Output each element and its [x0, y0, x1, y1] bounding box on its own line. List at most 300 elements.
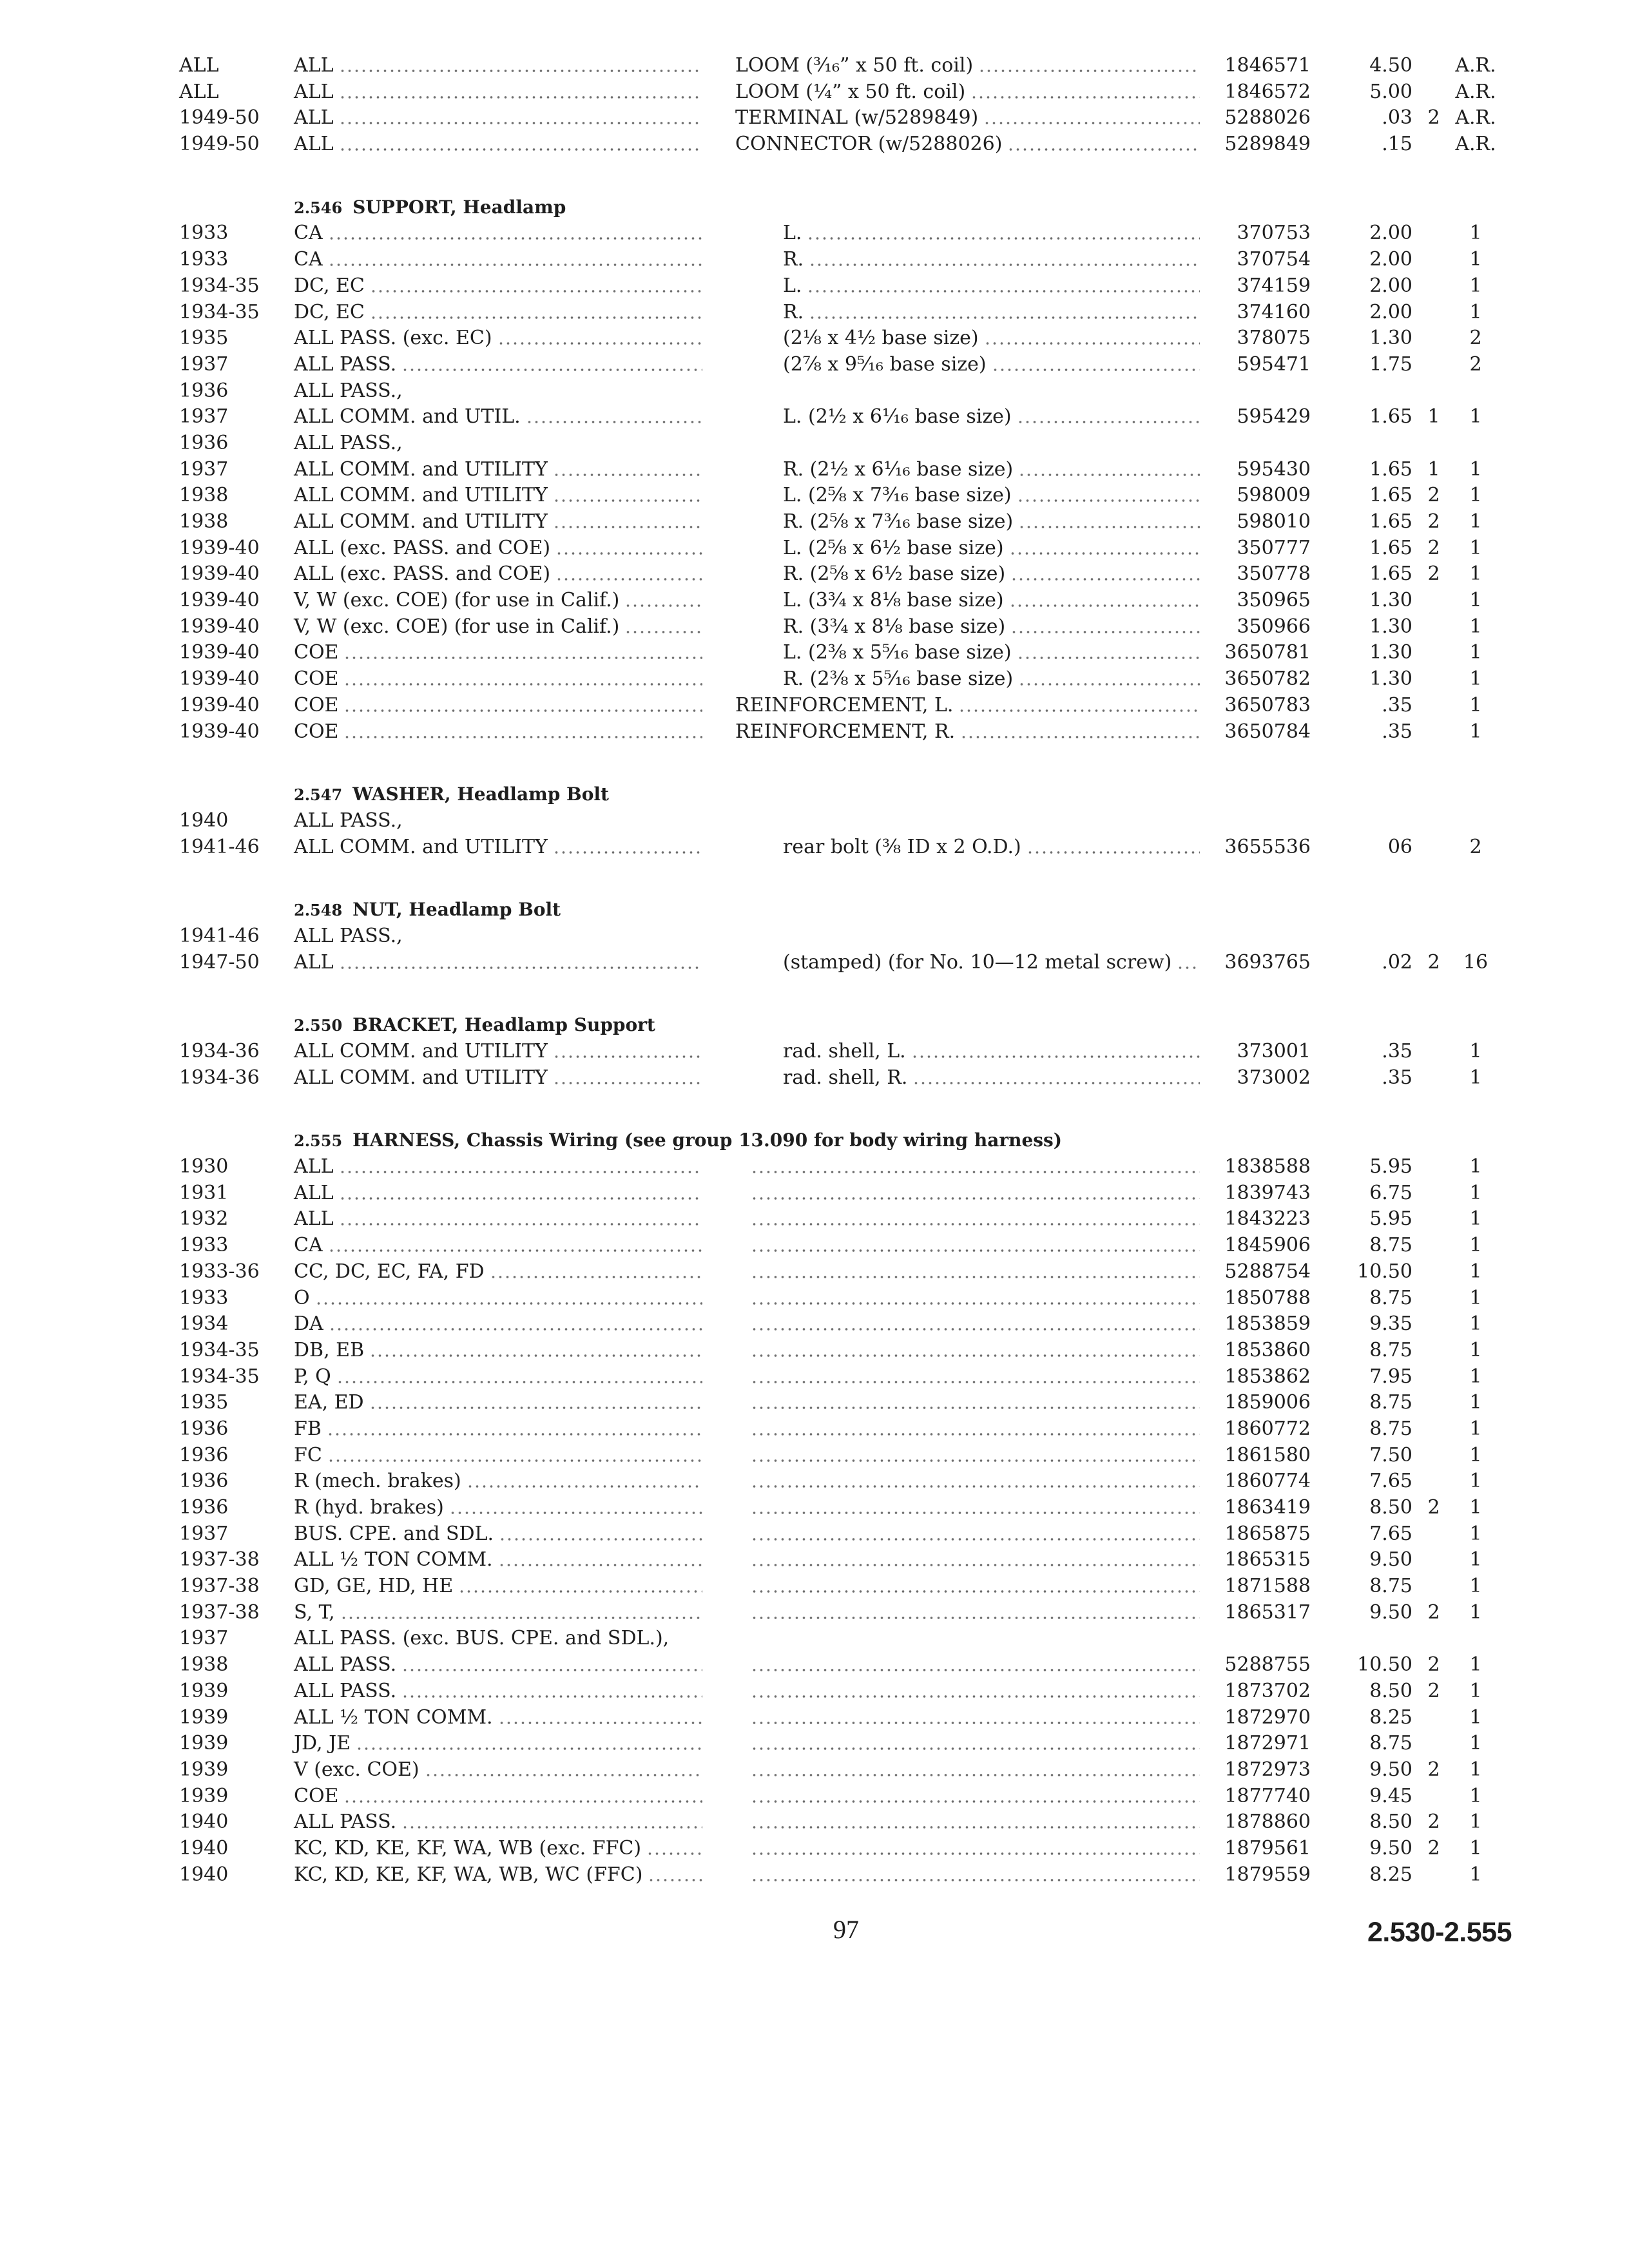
dot-leader [467, 1468, 702, 1495]
part-row [0, 1154, 1629, 1180]
model-cell: CA [294, 248, 323, 271]
part-row [0, 1521, 1629, 1548]
dot-leader [751, 1206, 1200, 1233]
description-column [735, 1757, 1200, 1783]
description-column [735, 1285, 1200, 1312]
quantity-b-cell: 1 [1469, 1784, 1482, 1807]
description-cell: L. [783, 274, 802, 297]
part-row [0, 1809, 1629, 1836]
year-cell: 1937 [179, 457, 229, 481]
model-cell: ALL COMM. and UTILITY [294, 484, 548, 507]
part-row [0, 1259, 1629, 1285]
quantity-b-cell: 1 [1469, 1286, 1482, 1309]
model-cell: CA [294, 1234, 323, 1257]
model-cell: ALL PASS. [294, 1811, 397, 1834]
part-row [0, 1862, 1629, 1888]
description-cell: TERMINAL (w/5289849) [735, 106, 979, 130]
model-column [294, 535, 702, 562]
quantity-b-cell: 1 [1469, 1040, 1482, 1062]
quantity-b-cell: 1 [1469, 562, 1482, 586]
description-column [735, 247, 1200, 273]
part-row [0, 1364, 1629, 1390]
model-cell: ALL [294, 54, 334, 77]
description-cell: R. (2⅝ x 7³⁄₁₆ base size) [783, 510, 1014, 533]
part-number-cell: 1871588 [1224, 1575, 1311, 1598]
part-number-cell: 1845906 [1224, 1234, 1311, 1257]
model-cell: ALL [294, 80, 334, 103]
price-cell: 2.00 [1369, 248, 1412, 271]
quantity-b-cell: 1 [1469, 1496, 1482, 1519]
year-cell: ALL [179, 80, 219, 103]
year-cell: 1939 [179, 1758, 229, 1781]
dot-leader [809, 247, 1200, 273]
part-number-cell: 1873702 [1224, 1679, 1311, 1702]
year-cell: 1949-50 [179, 106, 260, 130]
model-column [294, 1757, 702, 1783]
part-number-cell: 1860772 [1224, 1417, 1311, 1440]
year-cell: 1939 [179, 1706, 229, 1729]
quantity-b-cell: 1 [1469, 1066, 1482, 1089]
section-number: 2.548 [294, 901, 343, 920]
model-column [294, 483, 702, 509]
model-column [294, 404, 702, 430]
description-column [735, 1259, 1200, 1285]
model-column [294, 430, 702, 457]
price-cell: 1.30 [1369, 641, 1412, 664]
description-column [735, 640, 1200, 666]
dot-leader [1017, 483, 1200, 509]
part-number-cell: 1861580 [1224, 1443, 1311, 1466]
price-cell: 1.65 [1369, 510, 1412, 533]
model-cell: ALL [294, 1155, 334, 1178]
description-column [735, 352, 1200, 378]
model-cell: ALL [294, 950, 334, 974]
dot-leader [370, 273, 702, 300]
quantity-b-cell: 1 [1469, 1653, 1482, 1677]
model-column [294, 1206, 702, 1233]
description-cell: REINFORCEMENT, L. [735, 693, 954, 716]
model-column [294, 1573, 702, 1600]
description-column [735, 1652, 1200, 1678]
model-column [294, 300, 702, 326]
dot-leader [401, 352, 702, 378]
description-column [735, 1678, 1200, 1705]
price-cell: 1.30 [1369, 327, 1412, 350]
year-cell: 1941-46 [179, 835, 260, 858]
part-row [0, 640, 1629, 666]
model-cell: ALL PASS. [294, 1679, 397, 1702]
dot-leader [553, 834, 702, 861]
model-cell: ALL ½ TON COMM. [294, 1548, 493, 1571]
dot-leader [370, 300, 702, 326]
part-number-cell: 3650781 [1224, 641, 1311, 664]
price-cell: 8.75 [1369, 1234, 1412, 1257]
price-cell: 10.50 [1357, 1653, 1412, 1677]
description-column [735, 483, 1200, 509]
description-column [735, 1521, 1200, 1548]
dot-leader [1018, 457, 1200, 483]
model-cell: EA, ED [294, 1391, 364, 1414]
year-cell: 1934-35 [179, 300, 260, 323]
year-cell: 1934-36 [179, 1040, 260, 1062]
dot-leader [970, 79, 1200, 106]
dot-leader [401, 1652, 702, 1678]
quantity-a-cell: 2 [1427, 562, 1440, 586]
quantity-a-cell: 2 [1427, 1496, 1440, 1519]
model-column [294, 1285, 702, 1312]
model-cell: R (hyd. brakes) [294, 1496, 444, 1519]
model-cell: ALL [294, 133, 334, 156]
dot-leader [1017, 640, 1200, 666]
year-cell: ALL [179, 54, 219, 77]
model-column [294, 719, 702, 745]
part-row [0, 1443, 1629, 1469]
dot-leader [751, 1311, 1200, 1338]
description-column [735, 1154, 1200, 1180]
model-column [294, 1836, 702, 1862]
dot-leader [339, 105, 702, 131]
model-cell: CA [294, 222, 323, 245]
model-cell: ALL PASS., [294, 809, 403, 832]
quantity-b-cell: 1 [1469, 1836, 1482, 1860]
part-row [0, 483, 1629, 509]
part-number-cell: 1853862 [1224, 1365, 1311, 1388]
description-column [735, 561, 1200, 588]
description-cell: (2⅛ x 4½ base size) [783, 327, 979, 350]
quantity-b-cell: 1 [1469, 222, 1482, 245]
part-row [0, 834, 1629, 861]
price-cell: 1.30 [1369, 668, 1412, 691]
model-cell: V (exc. COE) [294, 1758, 419, 1781]
dot-leader [1007, 131, 1200, 158]
part-row [0, 273, 1629, 300]
quantity-a-cell: 1 [1427, 405, 1440, 428]
dot-leader [339, 950, 702, 976]
dot-leader [553, 1065, 702, 1091]
parts-list [0, 53, 1629, 1888]
part-number-cell: 3650784 [1224, 720, 1311, 743]
quantity-b-cell: 1 [1469, 1600, 1482, 1624]
part-row [0, 561, 1629, 588]
description-cell: R. (2⅝ x 6½ base size) [783, 562, 1006, 586]
part-number-cell: 373002 [1237, 1066, 1311, 1089]
dot-leader [553, 483, 702, 509]
description-column [735, 1836, 1200, 1862]
part-row [0, 457, 1629, 483]
model-cell: ALL COMM. and UTILITY [294, 457, 548, 481]
model-cell: COE [294, 1784, 339, 1807]
dot-leader [555, 561, 702, 588]
year-cell: 1939-40 [179, 615, 260, 638]
year-cell: 1939 [179, 1784, 229, 1807]
dot-leader [526, 404, 702, 430]
dot-leader [369, 1390, 702, 1416]
year-cell: 1934 [179, 1312, 229, 1336]
description-column [735, 325, 1200, 352]
quantity-a-cell: 2 [1427, 1758, 1440, 1781]
model-column [294, 509, 702, 535]
quantity-a-cell: 2 [1427, 536, 1440, 559]
dot-leader [339, 1206, 702, 1233]
dot-leader [343, 1783, 702, 1810]
price-cell: 06 [1387, 835, 1412, 858]
description-column [735, 53, 1200, 79]
part-row [0, 1311, 1629, 1338]
dot-leader [751, 1233, 1200, 1259]
price-cell: 1.65 [1369, 405, 1412, 428]
description-cell: rear bolt (⅜ ID x 2 O.D.) [783, 835, 1021, 858]
part-number-cell: 1879561 [1224, 1836, 1311, 1860]
dot-leader [343, 666, 702, 693]
quantity-b-cell: 1 [1469, 536, 1482, 559]
dot-leader [401, 1678, 702, 1705]
price-cell: 6.75 [1369, 1181, 1412, 1204]
part-row [0, 666, 1629, 693]
dot-leader [624, 588, 702, 614]
price-cell: 8.25 [1369, 1706, 1412, 1729]
price-cell: 2.00 [1369, 274, 1412, 297]
description-column [735, 1311, 1200, 1338]
part-number-cell: 1843223 [1224, 1207, 1311, 1231]
section-heading [0, 1128, 1629, 1154]
model-column [294, 1338, 702, 1364]
part-row [0, 509, 1629, 535]
description-column [735, 614, 1200, 640]
model-cell: O [294, 1286, 310, 1309]
description-column [735, 1338, 1200, 1364]
part-number-cell: 5288754 [1224, 1260, 1311, 1283]
model-cell: ALL COMM. and UTILITY [294, 510, 548, 533]
price-cell: 1.65 [1369, 536, 1412, 559]
part-number-cell: 1850788 [1224, 1286, 1311, 1309]
part-row [0, 1547, 1629, 1573]
model-column [294, 247, 702, 273]
quantity-b-cell: A.R. [1455, 133, 1496, 156]
model-cell: KC, KD, KE, KF, WA, WB (exc. FFC) [294, 1836, 642, 1860]
section-title: NUT, Headlamp Bolt [352, 899, 561, 921]
description-column [735, 1039, 1200, 1065]
dot-leader [751, 1573, 1200, 1600]
year-cell: 1938 [179, 484, 229, 507]
part-row [0, 719, 1629, 745]
model-column [294, 53, 702, 79]
part-row [0, 923, 1629, 950]
dot-leader [369, 1338, 702, 1364]
description-column [735, 1416, 1200, 1443]
model-cell: DB, EB [294, 1338, 365, 1361]
dot-leader [751, 1862, 1200, 1888]
description-column [735, 1233, 1200, 1259]
dot-leader [751, 1364, 1200, 1390]
price-cell: 9.35 [1369, 1312, 1412, 1336]
price-cell: 7.65 [1369, 1522, 1412, 1545]
year-cell: 1947-50 [179, 950, 260, 974]
model-cell: ALL COMM. and UTILITY [294, 1040, 548, 1062]
price-cell: 9.50 [1369, 1600, 1412, 1624]
part-row [0, 808, 1629, 834]
part-row [0, 1731, 1629, 1757]
description-column [735, 1705, 1200, 1731]
quantity-b-cell: 1 [1469, 641, 1482, 664]
description-cell: LOOM (¼” x 50 ft. coil) [735, 80, 966, 103]
part-row [0, 352, 1629, 378]
year-cell: 1935 [179, 1391, 229, 1414]
model-column [294, 1495, 702, 1521]
price-cell: 7.65 [1369, 1470, 1412, 1493]
quantity-a-cell: 2 [1427, 1653, 1440, 1677]
dot-leader [1177, 950, 1200, 976]
model-column [294, 273, 702, 300]
model-column [294, 1521, 702, 1548]
part-row [0, 79, 1629, 106]
year-cell: 1936 [179, 1443, 229, 1466]
price-cell: 4.50 [1369, 54, 1412, 77]
model-column [294, 1783, 702, 1810]
part-row [0, 1600, 1629, 1626]
dot-leader [958, 693, 1200, 719]
price-cell: 8.25 [1369, 1863, 1412, 1886]
part-row [0, 1836, 1629, 1862]
year-cell: 1934-35 [179, 1338, 260, 1361]
description-column [735, 404, 1200, 430]
price-cell: 8.75 [1369, 1338, 1412, 1361]
section-number: 2.555 [294, 1131, 343, 1151]
description-column [735, 509, 1200, 535]
part-number-cell: 1860774 [1224, 1470, 1311, 1493]
part-row [0, 1416, 1629, 1443]
dot-leader [498, 1705, 702, 1731]
part-row [0, 220, 1629, 247]
year-cell: 1933 [179, 248, 229, 271]
model-column [294, 1311, 702, 1338]
model-cell: DC, EC [294, 300, 365, 323]
quantity-a-cell: 2 [1427, 484, 1440, 507]
model-column [294, 666, 702, 693]
part-number-cell: 3655536 [1224, 835, 1311, 858]
model-column [294, 561, 702, 588]
description-column [735, 834, 1200, 861]
part-row [0, 1233, 1629, 1259]
part-number-cell: 595430 [1237, 457, 1311, 481]
year-cell: 1939-40 [179, 562, 260, 586]
dot-leader [751, 1259, 1200, 1285]
dot-leader [329, 1311, 702, 1338]
dot-leader [1009, 588, 1200, 614]
part-number-cell: 370754 [1237, 248, 1311, 271]
model-cell: V, W (exc. COE) (for use in Calif.) [294, 589, 620, 612]
year-cell: 1939 [179, 1732, 229, 1755]
year-cell: 1939-40 [179, 668, 260, 691]
part-row [0, 614, 1629, 640]
price-cell: 7.50 [1369, 1443, 1412, 1466]
dot-leader [498, 1547, 702, 1573]
part-row [0, 430, 1629, 457]
part-number-cell: 1872973 [1224, 1758, 1311, 1781]
model-cell: BUS. CPE. and SDL. [294, 1522, 494, 1545]
model-column [294, 640, 702, 666]
year-cell: 1939-40 [179, 720, 260, 743]
price-cell: 1.65 [1369, 484, 1412, 507]
model-cell: ALL PASS. (exc. EC) [294, 327, 492, 350]
year-cell: 1939-40 [179, 641, 260, 664]
dot-leader [449, 1495, 702, 1521]
description-cell: R. (3¾ x 8⅛ base size) [783, 615, 1006, 638]
part-number-cell: 5288026 [1224, 106, 1311, 130]
model-cell: P, Q [294, 1365, 331, 1388]
dot-leader [646, 1836, 702, 1862]
dot-leader [751, 1338, 1200, 1364]
part-row [0, 693, 1629, 719]
part-row [0, 53, 1629, 79]
price-cell: 8.75 [1369, 1575, 1412, 1598]
price-cell: 9.45 [1369, 1784, 1412, 1807]
quantity-b-cell: 1 [1469, 1706, 1482, 1729]
quantity-b-cell: 1 [1469, 693, 1482, 716]
dot-leader [458, 1573, 702, 1600]
quantity-b-cell: 1 [1469, 510, 1482, 533]
description-column [735, 131, 1200, 158]
model-column [294, 1705, 702, 1731]
description-column [735, 1468, 1200, 1495]
dot-leader [648, 1862, 702, 1888]
part-row [0, 300, 1629, 326]
year-cell: 1940 [179, 1811, 229, 1834]
part-number-cell: 3693765 [1224, 950, 1311, 974]
description-column [735, 300, 1200, 326]
model-cell: COE [294, 720, 339, 743]
year-cell: 1937 [179, 1522, 229, 1545]
dot-leader [751, 1390, 1200, 1416]
model-column [294, 1233, 702, 1259]
price-cell: 9.50 [1369, 1548, 1412, 1571]
model-column [294, 457, 702, 483]
price-cell: .35 [1382, 720, 1412, 743]
part-number-cell: 1859006 [1224, 1391, 1311, 1414]
quantity-b-cell: 1 [1469, 1443, 1482, 1466]
quantity-a-cell: 2 [1427, 1600, 1440, 1624]
dot-leader [751, 1285, 1200, 1312]
description-column [735, 950, 1200, 976]
quantity-b-cell: 1 [1469, 1470, 1482, 1493]
part-number-cell: 595471 [1237, 352, 1311, 376]
dot-leader [751, 1757, 1200, 1783]
dot-leader [425, 1757, 702, 1783]
year-cell: 1937-38 [179, 1548, 260, 1571]
part-number-cell: 1879559 [1224, 1863, 1311, 1886]
year-cell: 1939-40 [179, 693, 260, 716]
price-cell: 1.75 [1369, 352, 1412, 376]
model-cell: CC, DC, EC, FA, FD [294, 1260, 485, 1283]
model-cell: S, T, [294, 1600, 335, 1624]
description-column [735, 220, 1200, 247]
part-number-cell: 373001 [1237, 1040, 1311, 1062]
year-cell: 1934-35 [179, 274, 260, 297]
description-column [735, 1547, 1200, 1573]
year-cell: 1937 [179, 405, 229, 428]
model-cell: V, W (exc. COE) (for use in Calif.) [294, 615, 620, 638]
dot-leader [339, 1154, 702, 1180]
part-row [0, 1285, 1629, 1312]
part-row [0, 1705, 1629, 1731]
quantity-b-cell: 1 [1469, 274, 1482, 297]
dot-leader [978, 53, 1200, 79]
dot-leader [751, 1809, 1200, 1836]
dot-leader [343, 719, 702, 745]
part-number-cell: 350965 [1237, 589, 1311, 612]
description-cell: R. (2½ x 6¹⁄₁₆ base size) [783, 457, 1014, 481]
section-title: HARNESS, Chassis Wiring (see group 13.090 for body wiring harness) [352, 1129, 1063, 1151]
price-cell: 7.95 [1369, 1365, 1412, 1388]
